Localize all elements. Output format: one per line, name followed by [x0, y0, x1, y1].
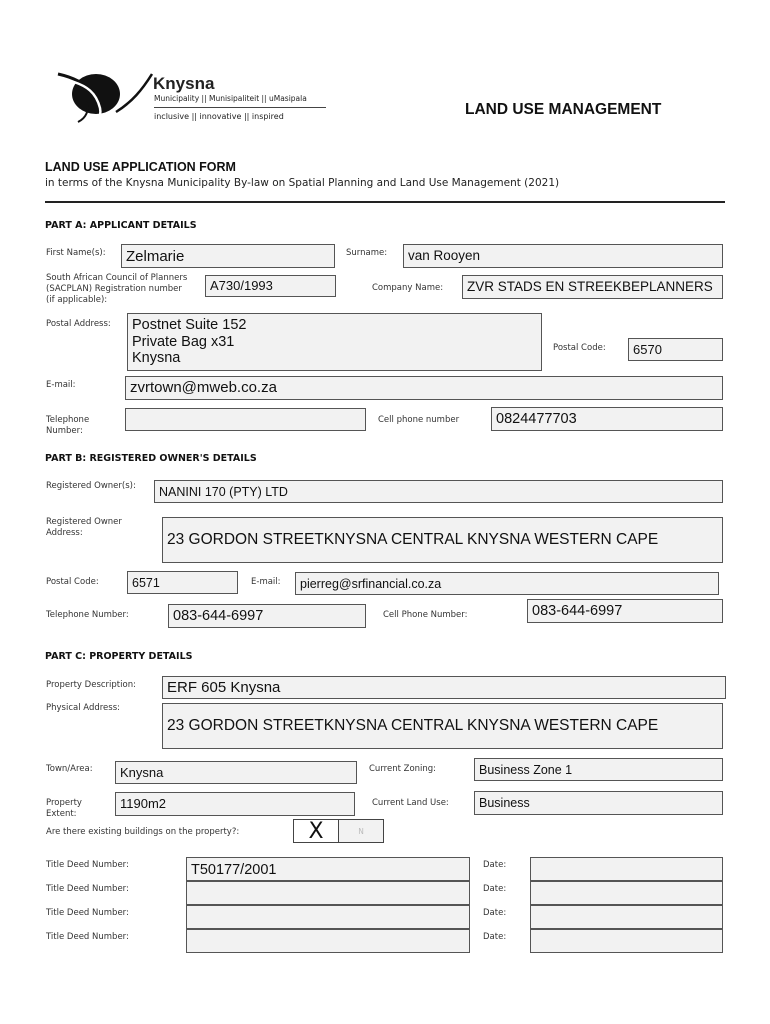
owner-cellphone-field[interactable]: 083-644-6997	[527, 599, 723, 623]
logo-tagline: inclusive || innovative || inspired	[154, 112, 284, 121]
title-deed-label: Title Deed Number:	[46, 884, 129, 894]
registered-owner-field[interactable]: NANINI 170 (PTY) LTD	[154, 480, 723, 503]
cellphone-label: Cell phone number	[378, 415, 460, 425]
property-extent-field[interactable]: 1190m2	[115, 792, 355, 816]
sacplan-label: South African Council of Planners (SACPLAN) Registration number (if applicable):	[46, 273, 188, 305]
email-label: E-mail:	[46, 380, 76, 390]
current-zoning-label: Current Zoning:	[369, 764, 437, 774]
title-deed-label: Title Deed Number:	[46, 908, 129, 918]
email-field[interactable]: zvrtown@mweb.co.za	[125, 376, 723, 400]
property-extent-label: Property Extent:	[46, 798, 82, 819]
part-c-heading: PART C: PROPERTY DETAILS	[45, 651, 193, 662]
title-deed-date-label: Date:	[483, 884, 507, 894]
owner-telephone-label: Telephone Number:	[46, 610, 129, 620]
first-name-label: First Name(s):	[46, 248, 106, 258]
postal-address-field[interactable]: Postnet Suite 152 Private Bag x31 Knysna	[127, 313, 542, 371]
logo-name: Knysna	[153, 74, 215, 93]
title-deed-date-field[interactable]	[530, 905, 723, 929]
title-deed-field[interactable]	[186, 905, 470, 929]
physical-address-field[interactable]: 23 GORDON STREETKNYSNA CENTRAL KNYSNA WESTERN CAPE	[162, 703, 723, 749]
title-deed-label: Title Deed Number:	[46, 932, 129, 942]
postal-address-label: Postal Address:	[46, 319, 111, 329]
title-deed-date-label: Date:	[483, 908, 507, 918]
part-b-heading: PART B: REGISTERED OWNER'S DETAILS	[45, 453, 257, 464]
surname-label: Surname:	[346, 248, 388, 258]
owner-email-field[interactable]: pierreg@srfinancial.co.za	[295, 572, 719, 595]
buildings-no-checkbox[interactable]: N	[338, 819, 384, 843]
current-zoning-field[interactable]: Business Zone 1	[474, 758, 723, 781]
postal-code-field[interactable]: 6570	[628, 338, 723, 361]
title-deed-date-label: Date:	[483, 932, 507, 942]
title-deed-field[interactable]	[186, 929, 470, 953]
owner-email-label: E-mail:	[251, 577, 281, 587]
owner-address-field[interactable]: 23 GORDON STREETKNYSNA CENTRAL KNYSNA WESTERN CAPE	[162, 517, 723, 563]
registered-owner-label: Registered Owner(s):	[46, 481, 136, 491]
owner-address-label: Registered Owner Address:	[46, 517, 122, 538]
logo-subtitle: Municipality || Munisipaliteit || uMasipala	[154, 94, 307, 103]
physical-address-label: Physical Address:	[46, 703, 120, 713]
company-name-field[interactable]: ZVR STADS EN STREEKBEPLANNERS	[462, 275, 723, 299]
owner-postal-code-field[interactable]: 6571	[127, 571, 238, 594]
cellphone-field[interactable]: 0824477703	[491, 407, 723, 431]
buildings-yes-checkbox[interactable]: X	[293, 819, 339, 843]
telephone-label: Telephone Number:	[46, 415, 90, 436]
header-divider	[45, 201, 725, 203]
title-deed-date-field[interactable]	[530, 929, 723, 953]
title-deed-date-label: Date:	[483, 860, 507, 870]
part-a-heading: PART A: APPLICANT DETAILS	[45, 220, 197, 231]
current-land-use-label: Current Land Use:	[372, 798, 449, 808]
title-deed-label: Title Deed Number:	[46, 860, 129, 870]
logo-divider	[154, 107, 326, 108]
town-area-label: Town/Area:	[46, 764, 93, 774]
telephone-field[interactable]	[125, 408, 366, 431]
knysna-logo-icon	[56, 62, 156, 128]
company-name-label: Company Name:	[372, 283, 444, 293]
sacplan-field[interactable]: A730/1993	[205, 275, 336, 297]
owner-telephone-field[interactable]: 083-644-6997	[168, 604, 366, 628]
town-area-field[interactable]: Knysna	[115, 761, 357, 784]
title-deed-date-field[interactable]	[530, 857, 723, 881]
form-subtitle: in terms of the Knysna Municipality By-law on Spatial Planning and Land Use Management (2021)	[45, 177, 560, 189]
current-land-use-field[interactable]: Business	[474, 791, 723, 815]
title-deed-field[interactable]: T50177/2001	[186, 857, 470, 881]
page-header-title: LAND USE MANAGEMENT	[465, 101, 662, 118]
form-title: LAND USE APPLICATION FORM	[45, 160, 236, 174]
surname-field[interactable]: van Rooyen	[403, 244, 723, 268]
postal-code-label: Postal Code:	[553, 343, 606, 353]
property-description-field[interactable]: ERF 605 Knysna	[162, 676, 726, 699]
property-description-label: Property Description:	[46, 680, 136, 690]
owner-cellphone-label: Cell Phone Number:	[383, 610, 468, 620]
title-deed-date-field[interactable]	[530, 881, 723, 905]
first-name-field[interactable]: Zelmarie	[121, 244, 335, 268]
existing-buildings-label: Are there existing buildings on the property?:	[46, 827, 240, 837]
title-deed-field[interactable]	[186, 881, 470, 905]
owner-postal-code-label: Postal Code:	[46, 577, 99, 587]
